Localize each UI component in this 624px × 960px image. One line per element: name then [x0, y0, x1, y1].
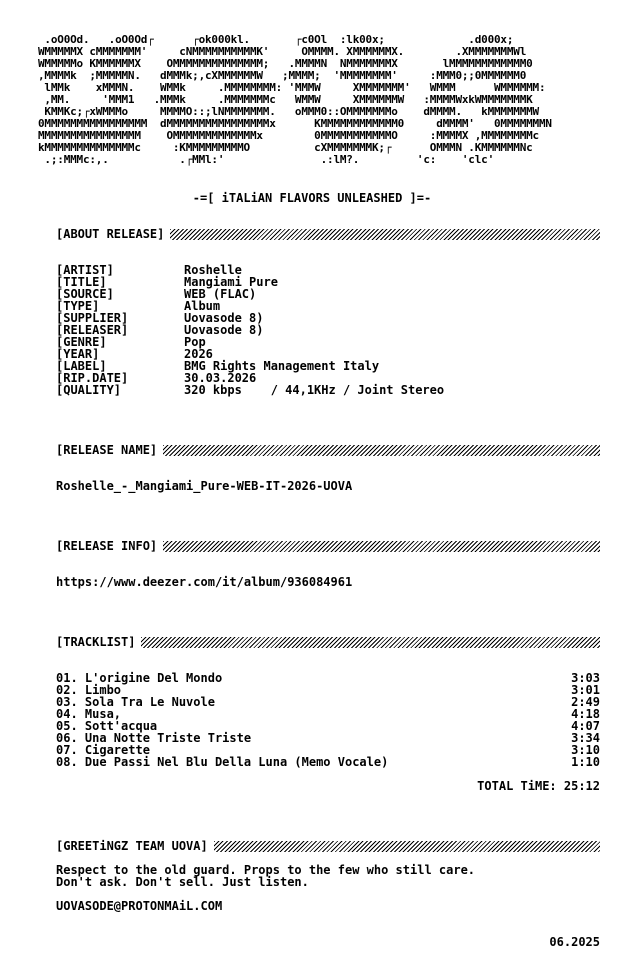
section-divider	[163, 541, 600, 552]
greetings-line: Don't ask. Don't sell. Just listen.	[56, 875, 309, 889]
field-value: Pop	[184, 335, 206, 349]
section-label: [TRACKLIST]	[56, 635, 136, 649]
section-divider	[170, 229, 600, 240]
field-value: 2026	[184, 347, 213, 361]
section-divider	[214, 841, 600, 852]
field-value: Album	[184, 299, 221, 313]
ascii-logo: .oO0Od. .oO0Od┌ ┌ok000kl. ┌c0Ol :lk00x; .d000x; WMMMMMX cMMMMMMM' cNMMMMMMMMMMK' OMMMM. XMMMMMMX. .XMMMMMMMWl WMMMMMo KMMMMMMX OMMMMMMMMMMMMMM; .MMMMN NMMMMMMMX lMMMMMMMMMMMM0 ,MMMMk ;MMMMMN. dMMMk;,cXMMMMMMW ;MMMM; 'MMMMMMMM' :MMM0;;0MMMMMM0 lMMk xMMMN. WMMk .MMMMMMMM: 'MMMW XMMMMMMM' WMMM WMMMMMM: ,MM. 'MMM1 .MMMk .MMMMMMMc WMMW XMMMMMMW :MMMMWxkWMMMMMMMK KMMKc;┌xWMMMo MMMMO::;lNMMMMMMM. oMMM0::OMMMMMMMo dMMMM. kMMMMMMMW 0MMMMMMMMMMMMMMMM dMMMMMMMMMMMMMMMMx KMMMMMMMMMMMM0 dMMMM' 0MMMMMMMN MMMMMMMMMMMMMMMM OMMMMMMMMMMMMMx 0MMMMMMMMMMMO :MMMMX ,MMMMMMMMc kMMMMMMMMMMMMMMc :KMMMMMMMMMO cXMMMMMMMK;┌ OMMMN .KMMMMMMNc .;:MMMc:,. .┌MMl:' .:lM?. 'c: 'clc'	[38, 33, 552, 166]
section-label: [ABOUT RELEASE]	[56, 227, 165, 241]
field-key: [ARTIST]	[56, 263, 114, 277]
field-key: [LABEL]	[56, 359, 107, 373]
track-time: 2:49	[571, 695, 600, 709]
track-time: 3:01	[571, 683, 600, 697]
track-time: 4:07	[571, 719, 600, 733]
tagline: -=[ iTALiAN FLAVORS UNLEASHED ]=-	[192, 191, 432, 205]
track-title: 04. Musa,	[56, 707, 122, 721]
about-release-list	[56, 264, 444, 396]
section-label: [RELEASE INFO]	[56, 539, 158, 553]
field-row	[56, 336, 444, 348]
section-divider	[141, 637, 600, 648]
track-time: 4:18	[571, 707, 600, 721]
section-header-release-info	[56, 539, 600, 553]
total-time: TOTAL TiME: 25:12	[477, 779, 600, 793]
track-title: 07. Cigarette	[56, 743, 150, 757]
tracklist	[56, 672, 600, 768]
field-value: Uovasode 8)	[184, 323, 264, 337]
field-key: [GENRE]	[56, 335, 107, 349]
track-row	[56, 696, 600, 708]
section-label: [RELEASE NAME]	[56, 443, 158, 457]
field-key: [TYPE]	[56, 299, 100, 313]
section-header-release-name	[56, 443, 600, 457]
track-title: 03. Sola Tra Le Nuvole	[56, 695, 215, 709]
field-row	[56, 288, 444, 300]
track-title: 08. Due Passi Nel Blu Della Luna (Memo Vocale)	[56, 755, 389, 769]
field-key: [RIP.DATE]	[56, 371, 129, 385]
track-time: 3:34	[571, 731, 600, 745]
field-value: 320 kbps / 44,1KHz / Joint Stereo	[184, 383, 445, 397]
section-header-about	[56, 227, 600, 241]
section-divider	[163, 445, 600, 456]
track-title: 01. L'origine Del Mondo	[56, 671, 223, 685]
track-title: 06. Una Notte Triste Triste	[56, 731, 252, 745]
field-key: [RELEASER]	[56, 323, 129, 337]
track-time: 3:03	[571, 671, 600, 685]
track-time: 1:10	[571, 755, 600, 769]
field-value: Uovasode 8)	[184, 311, 264, 325]
field-value: 30.03.2026	[184, 371, 257, 385]
release-name: Roshelle_-_Mangiami_Pure-WEB-IT-2026-UOVA	[56, 479, 353, 493]
field-value: Mangiami Pure	[184, 275, 278, 289]
field-row	[56, 384, 444, 396]
field-value: WEB (FLAC)	[184, 287, 257, 301]
field-row	[56, 324, 444, 336]
field-key: [SUPPLIER]	[56, 311, 129, 325]
greetings-line: Respect to the old guard. Props to the few who still care.	[56, 863, 476, 877]
section-label: [GREETiNGZ TEAM UOVA]	[56, 839, 208, 853]
field-key: [SOURCE]	[56, 287, 114, 301]
contact-email[interactable]: UOVASODE@PROTONMAiL.COM	[56, 899, 223, 913]
track-time: 3:10	[571, 743, 600, 757]
track-title: 02. Limbo	[56, 683, 122, 697]
track-title: 05. Sott'acqua	[56, 719, 158, 733]
section-header-tracklist	[56, 635, 600, 649]
field-key: [QUALITY]	[56, 383, 122, 397]
field-key: [TITLE]	[56, 275, 107, 289]
field-value: BMG Rights Management Italy	[184, 359, 380, 373]
track-row	[56, 756, 600, 768]
section-header-greetings	[56, 839, 600, 853]
field-key: [YEAR]	[56, 347, 100, 361]
field-value: Roshelle	[184, 263, 242, 277]
release-date: 06.2025	[549, 935, 600, 949]
track-row	[56, 672, 600, 684]
release-info-link[interactable]: https://www.deezer.com/it/album/936084961	[56, 575, 353, 589]
